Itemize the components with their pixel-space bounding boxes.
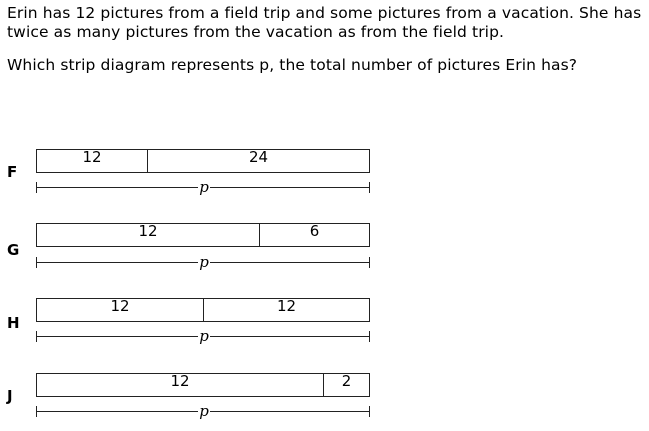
option-letter: J — [7, 387, 13, 405]
answer-option-h[interactable] — [0, 294, 649, 354]
strip-segment: 6 — [259, 224, 369, 246]
strip-segment: 12 — [170, 372, 190, 390]
total-variable: p — [199, 327, 209, 345]
strip-segment: 12 — [82, 148, 102, 166]
answer-option-g[interactable] — [0, 219, 649, 279]
total-variable: p — [199, 178, 209, 196]
option-letter: G — [7, 241, 20, 259]
total-brace — [36, 253, 370, 271]
strip-diagram — [36, 298, 370, 322]
total-brace — [36, 402, 370, 420]
total-brace — [36, 178, 370, 196]
answer-option-j[interactable] — [0, 368, 649, 428]
strip-segment: 12 — [203, 299, 369, 321]
answer-option-f[interactable] — [0, 146, 649, 206]
strip-segment: 24 — [147, 150, 369, 172]
total-variable: p — [199, 253, 209, 271]
total-variable: p — [199, 402, 209, 420]
option-letter: F — [7, 163, 18, 181]
strip-diagram — [36, 149, 370, 173]
question-text — [7, 4, 643, 89]
question-paragraph-1: Erin has 12 pictures from a field trip and some pictures from a vacation. She has twice as many pictures from the vacation as from the field trip. — [7, 4, 642, 41]
question-paragraph-2: Which strip diagram represents p, the total number of pictures Erin has? — [7, 56, 578, 74]
option-letter: H — [7, 314, 20, 332]
strip-diagram — [36, 373, 370, 397]
total-brace — [36, 327, 370, 345]
strip-segment: 2 — [323, 374, 369, 396]
strip-segment: 12 — [138, 222, 158, 240]
strip-segment: 12 — [110, 297, 130, 315]
strip-diagram — [36, 223, 370, 247]
